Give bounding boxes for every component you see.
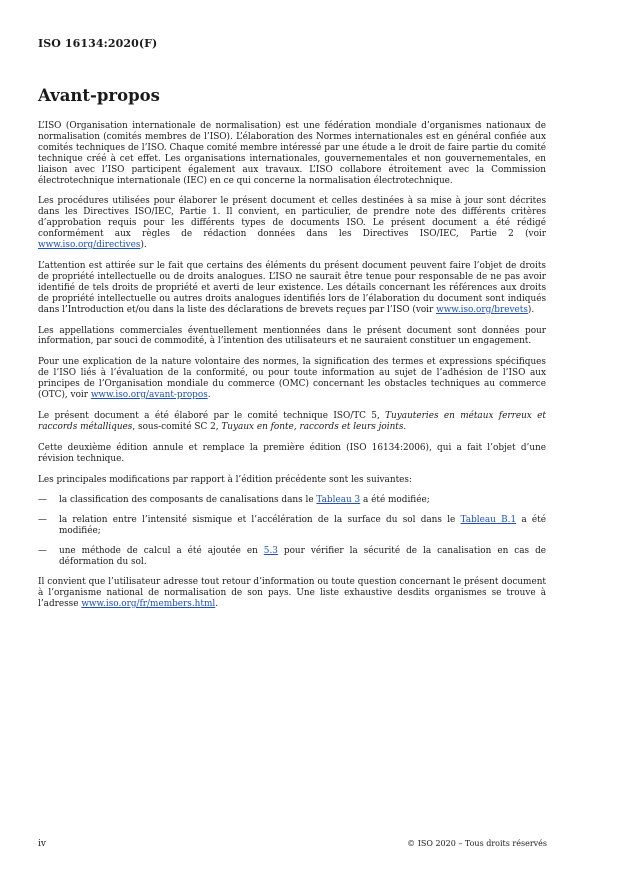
document-id: ISO 16134:2020(F): [38, 37, 158, 50]
changes-list: [38, 495, 546, 568]
list-item: [38, 546, 546, 568]
paragraph-feedback: [38, 577, 546, 610]
paragraph-edition: Cette deuxième édition annule et remplace la première édition (ISO 16134:2006), qui a fait l’objet d’une révision technique.: [38, 442, 546, 464]
paragraph-changes-intro: Les principales modifications par rapport à l’édition précédente sont les suivantes:: [38, 474, 412, 485]
page-number: iv: [38, 839, 46, 849]
directives-link[interactable]: www.iso.org/directives: [38, 240, 141, 251]
paragraph-text: .: [215, 598, 219, 609]
paragraph-committee: [38, 411, 546, 433]
list-text: une méthode de calcul a été ajoutée en: [59, 546, 264, 557]
members-link[interactable]: www.iso.org/fr/members.html: [81, 598, 216, 609]
paragraph-text: , sous-comité SC 2,: [132, 421, 222, 432]
paragraph-patents: [38, 261, 546, 316]
paragraph-text: ).: [140, 240, 147, 251]
paragraph-trade-names: Les appellations commerciales éventuellement mentionnées dans le présent document sont données pour information, par souci de commodité, à l’intention des utilisateurs et ne sauraient constituer un engagement.: [38, 325, 546, 347]
paragraph-text: Il convient que l’utilisateur adresse tout retour d’information ou toute question concernant le présent document à l’organisme national de normalisation de son pays. Une liste exhaustive desdits organismes se trouve à l’adresse: [38, 577, 546, 609]
table-b1-link[interactable]: Tableau B.1: [460, 515, 517, 526]
list-item: [38, 515, 546, 537]
list-text: pour vérifier la sécurité de la canalisation en cas de déformation du sol.: [59, 546, 546, 568]
committee-title: Tuyauteries en métaux ferreux et raccords métalliques: [38, 410, 546, 432]
list-text: a été modifiée;: [59, 515, 546, 537]
paragraph-text: .: [207, 390, 211, 401]
copyright-notice: © ISO 2020 – Tous droits réservés: [407, 839, 547, 848]
paragraph-text: Les procédures utilisées pour élaborer le présent document et celles destinées à sa mise à jour sont décrites dans les Directives ISO/IEC, Partie 1. Il convient, en particulier, de prendre note des différents critères d’approbation requis pour les différents types de documents ISO. Le présent document a été rédigé conformément aux règles de rédaction données dans les Directives ISO/IEC, Partie 2 (voir: [38, 196, 546, 240]
document-body: [38, 121, 546, 620]
list-item: [38, 495, 546, 506]
list-dash: —: [38, 515, 47, 526]
paragraph-text: L’attention est attirée sur le fait que certains des éléments du présent document peuvent faire l’objet de droits de propriété intellectuelle ou de droits analogues. L’ISO ne saurait être tenue pour responsable de ne pas avoir identifié de tels droits de propriété et averti de leur existence. Les détails concernant les références aux droits de propriété intellectuelle ou autres droits analogues identifiés lors de l’élaboration du document sont indiqués dans l’Introduction et/ou dans la liste des déclarations de brevets reçues par l’ISO (voir: [38, 260, 546, 315]
paragraph-text: Le présent document a été élaboré par le comité technique ISO/TC 5,: [38, 410, 386, 421]
paragraph-text: ).: [527, 304, 535, 315]
paragraph-voluntary-nature: [38, 357, 546, 401]
list-text: a été modifiée;: [360, 495, 430, 506]
paragraph-procedures: [38, 196, 546, 251]
subcommittee-title: Tuyaux en fonte, raccords et leurs joints: [221, 421, 404, 432]
patents-link[interactable]: www.iso.org/brevets: [436, 304, 528, 315]
list-dash: —: [38, 495, 47, 506]
list-text: la relation entre l’intensité sismique et l’accélération de la surface du sol dans le: [59, 515, 461, 526]
foreword-link[interactable]: www.iso.org/avant-propos: [90, 390, 208, 401]
table-3-link[interactable]: Tableau 3: [316, 495, 361, 506]
page-title: Avant-propos: [38, 86, 160, 105]
list-text: la classification des composants de canalisations dans le: [59, 495, 317, 506]
paragraph-iso-intro: L’ISO (Organisation internationale de normalisation) est une fédération mondiale d’organismes nationaux de normalisation (comités membres de l’ISO). L’élaboration des Normes internationales est en général confiée aux comités techniques de l’ISO. Chaque comité membre intéressé par une étude a le droit de faire partie du comité technique créé à cet effet. Les organisations internationales, gouvernementales et non gouvernementales, en liaison avec l’ISO participent également aux travaux. L’ISO collabore étroitement avec la Commission électrotechnique internationale (IEC) en ce qui concerne la normalisation électrotechnique.: [38, 121, 546, 186]
section-5-3-link[interactable]: 5.3: [263, 546, 278, 557]
paragraph-text: .: [403, 421, 407, 432]
list-dash: —: [38, 546, 47, 557]
paragraph-text: Pour une explication de la nature volontaire des normes, la signification des termes et expressions spécifiques de l’ISO liés à l’évaluation de la conformité, ou pour toute information au sujet de l’adhésion de l’ISO aux principes de l’Organisation mondiale du commerce (OMC) concernant les obstacles techniques au commerce (OTC), voir: [38, 357, 546, 401]
